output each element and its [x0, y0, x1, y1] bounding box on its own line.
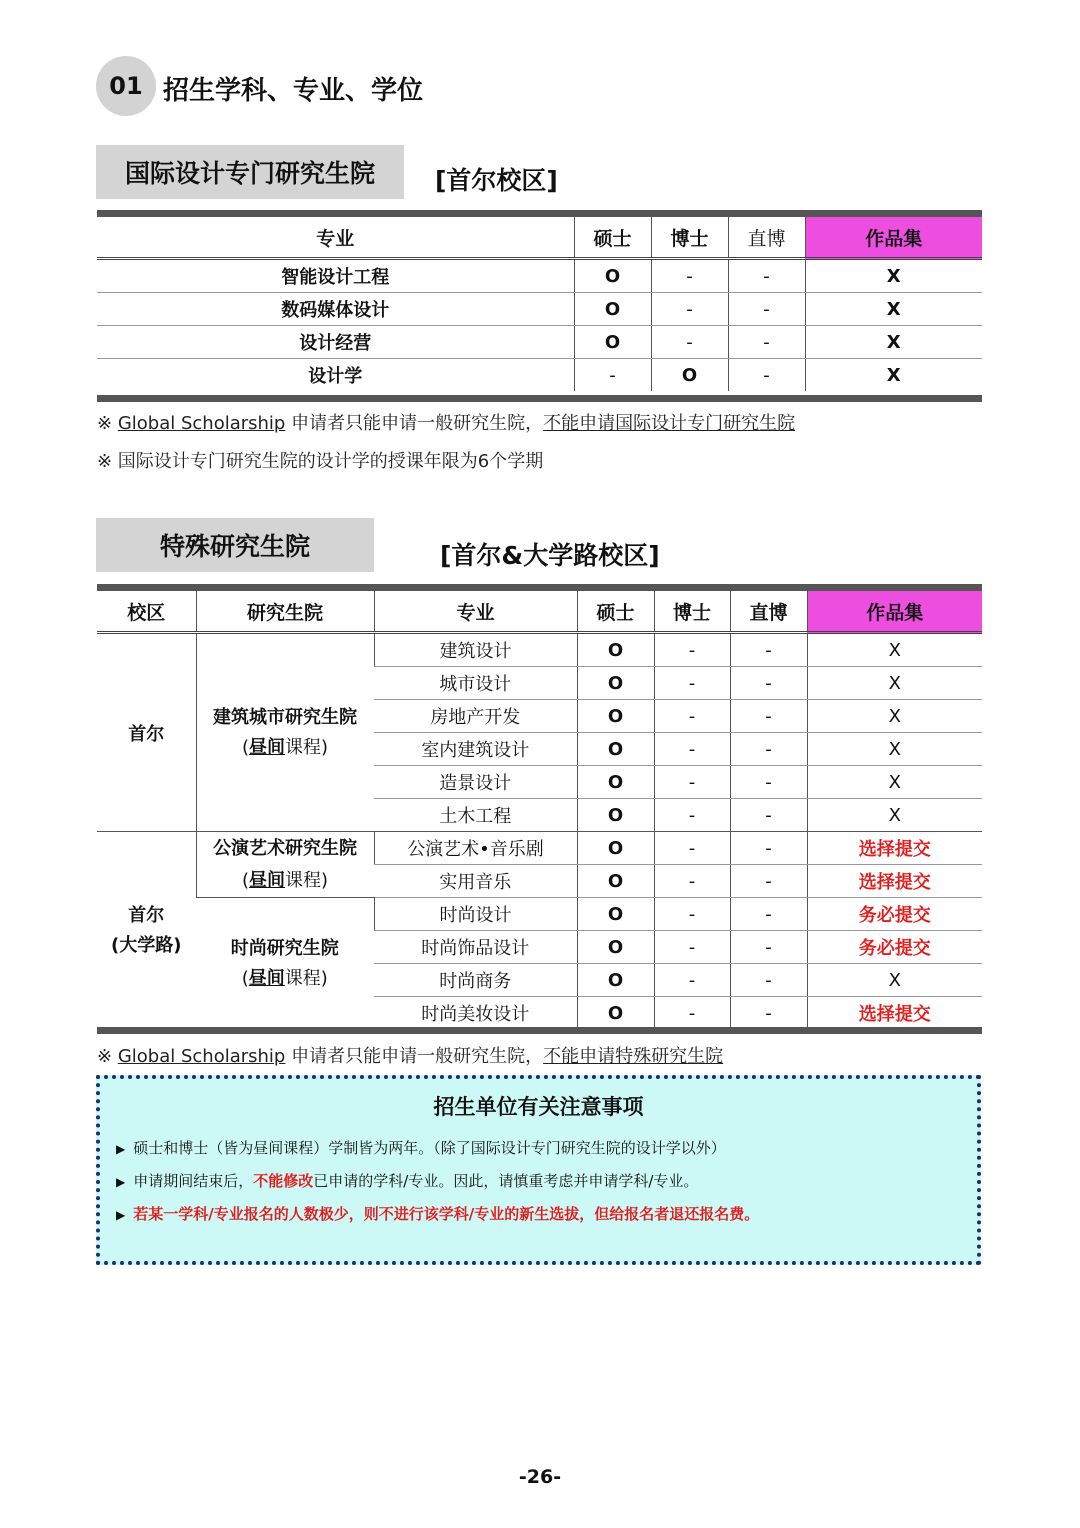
school-name: 公演艺术研究生院	[213, 837, 357, 859]
master-cell: O	[577, 733, 654, 766]
campus-cell: 首尔	[97, 633, 196, 832]
major-cell: 房地产开发	[374, 700, 577, 733]
table1-header-portfolio: 作品集	[805, 217, 982, 259]
table-row	[97, 326, 982, 359]
doctor-cell: -	[654, 700, 730, 733]
section-title: 招生学科、专业、学位	[163, 76, 424, 106]
table1-header-row	[97, 217, 982, 259]
integrated-cell: -	[730, 766, 807, 799]
grad2-name: 特殊研究生院	[159, 532, 310, 561]
campus-name: 首尔	[128, 904, 165, 926]
doctor-cell: O	[651, 359, 728, 392]
table1-note-2: ※ 国际设计专门研究生院的设计学的授课年限为6个学期	[97, 451, 544, 472]
school-cell	[196, 832, 374, 898]
table1-header: 硕士	[574, 217, 651, 259]
integrated-cell: -	[730, 865, 807, 898]
school-name: 时尚研究生院	[230, 937, 339, 959]
doctor-cell: -	[654, 733, 730, 766]
doctor-cell: -	[654, 633, 730, 667]
doctor-cell: -	[654, 799, 730, 832]
course-type: (昼间课程)	[241, 967, 328, 989]
portfolio-cell: 选择提交	[807, 997, 982, 1030]
table2-header-row	[97, 591, 982, 633]
note-text: 申请者只能申请一般研究生院，	[285, 1046, 544, 1067]
table2-note	[97, 1042, 723, 1068]
table-row	[97, 359, 982, 392]
notice-item-3: ▶ 若某一学科/专业报名的人数极少，则不进行该学科/专业的新生选拔，但给报名者退还报名费。	[116, 1205, 760, 1223]
table-row	[97, 259, 982, 293]
major-cell: 公演艺术•音乐剧	[374, 832, 577, 865]
table1-header: 专业	[97, 217, 574, 259]
table1-top-bar	[97, 210, 982, 217]
portfolio-cell: X	[807, 700, 982, 733]
note-restriction: 不能申请特殊研究生院	[543, 1046, 724, 1067]
master-cell: O	[577, 898, 654, 931]
integrated-cell: -	[730, 997, 807, 1030]
note-mark: ※	[97, 413, 113, 434]
notice-item-2: ▶ 申请期间结束后，不能修改已申请的学科/专业。因此，请慎重考虑并申请学科/专业。	[116, 1172, 699, 1190]
portfolio-cell: 务必提交	[807, 898, 982, 931]
table2-header: 校区	[97, 591, 196, 633]
note-scholarship: Global Scholarship	[117, 1046, 286, 1067]
table-row	[97, 832, 982, 865]
doctor-cell: -	[651, 259, 728, 293]
master-cell: O	[574, 326, 651, 359]
table2	[97, 591, 982, 1029]
course-type: (昼间课程)	[241, 869, 329, 891]
table2-header: 直博	[730, 591, 807, 633]
portfolio-cell: X	[805, 326, 982, 359]
major-cell: 土木工程	[374, 799, 577, 832]
grad1-name: 国际设计专门研究生院	[124, 159, 375, 188]
portfolio-cell: X	[805, 293, 982, 326]
triangle-bullet-icon: ▶	[116, 1208, 126, 1222]
triangle-bullet-icon: ▶	[116, 1175, 126, 1189]
table1-bottom-bar	[97, 395, 982, 402]
master-cell: O	[577, 633, 654, 667]
triangle-bullet-icon: ▶	[116, 1142, 126, 1156]
portfolio-cell: X	[805, 259, 982, 293]
table1-header: 直博	[728, 217, 805, 259]
master-cell: O	[577, 667, 654, 700]
major-cell: 时尚设计	[374, 898, 577, 931]
master-cell: -	[574, 359, 651, 392]
portfolio-cell: X	[807, 799, 982, 832]
integrated-cell: -	[730, 733, 807, 766]
grad2-name-box	[96, 518, 374, 572]
integrated-cell: -	[730, 832, 807, 865]
integrated-cell: -	[728, 259, 805, 293]
master-cell: O	[577, 964, 654, 997]
master-cell: O	[577, 931, 654, 964]
doctor-cell: -	[654, 964, 730, 997]
master-cell: O	[574, 293, 651, 326]
integrated-cell: -	[728, 326, 805, 359]
section-number-badge	[96, 56, 156, 116]
note-mark: ※	[97, 1046, 113, 1067]
table2-header: 专业	[374, 591, 577, 633]
doctor-cell: -	[651, 293, 728, 326]
master-cell: O	[577, 766, 654, 799]
table-row	[97, 293, 982, 326]
major-cell: 设计经营	[97, 326, 574, 359]
integrated-cell: -	[730, 898, 807, 931]
table2-header: 硕士	[577, 591, 654, 633]
note-restriction: 不能申请国际设计专门研究生院	[543, 413, 796, 434]
doctor-cell: -	[654, 997, 730, 1030]
integrated-cell: -	[730, 667, 807, 700]
major-cell: 室内建筑设计	[374, 733, 577, 766]
table-row	[97, 633, 982, 667]
grad1-campus: [首尔校区]	[435, 166, 558, 195]
table1-header: 博士	[651, 217, 728, 259]
table2-bottom-bar	[97, 1027, 982, 1034]
major-cell: 实用音乐	[374, 865, 577, 898]
table2-header-portfolio: 作品集	[807, 591, 982, 633]
major-cell: 造景设计	[374, 766, 577, 799]
portfolio-cell: X	[805, 359, 982, 392]
table1-note-1	[97, 409, 795, 435]
note-text: 申请者只能申请一般研究生院，	[285, 413, 544, 434]
major-cell: 智能设计工程	[97, 259, 574, 293]
grad1-name-box	[96, 145, 404, 199]
master-cell: O	[577, 799, 654, 832]
integrated-cell: -	[728, 293, 805, 326]
master-cell: O	[577, 832, 654, 865]
course-type: (昼间课程)	[241, 736, 329, 758]
school-cell	[196, 633, 374, 832]
portfolio-cell: 选择提交	[807, 832, 982, 865]
doctor-cell: -	[654, 667, 730, 700]
table2-top-bar	[97, 584, 982, 591]
campus-cell	[97, 832, 196, 1030]
integrated-cell: -	[730, 964, 807, 997]
doctor-cell: -	[651, 326, 728, 359]
notice-box	[96, 1075, 981, 1265]
grad2-campus: [首尔&大学路校区]	[440, 541, 660, 570]
note-scholarship: Global Scholarship	[117, 413, 286, 434]
doctor-cell: -	[654, 832, 730, 865]
notice-item-1: ▶ 硕士和博士（皆为昼间课程）学制皆为两年。（除了国际设计专门研究生院的设计学以外）	[116, 1139, 726, 1157]
table1	[97, 217, 982, 391]
master-cell: O	[574, 259, 651, 293]
major-cell: 时尚美妆设计	[421, 1004, 530, 1025]
school-cell	[196, 898, 374, 1030]
portfolio-cell: X	[807, 766, 982, 799]
master-cell: O	[577, 865, 654, 898]
integrated-cell: -	[730, 700, 807, 733]
doctor-cell: -	[654, 898, 730, 931]
master-cell: O	[577, 997, 654, 1030]
master-cell: O	[577, 700, 654, 733]
portfolio-cell: X	[807, 733, 982, 766]
school-name: 建筑城市研究生院	[213, 706, 357, 728]
table2-header: 研究生院	[196, 591, 374, 633]
major-cell: 建筑设计	[374, 633, 577, 667]
portfolio-cell: 选择提交	[807, 865, 982, 898]
major-cell: 时尚商务	[374, 964, 577, 997]
portfolio-cell: X	[807, 633, 982, 667]
major-cell: 设计学	[308, 366, 363, 387]
page-number: -26-	[518, 1466, 562, 1488]
doctor-cell: -	[654, 865, 730, 898]
portfolio-cell: 务必提交	[807, 931, 982, 964]
major-cell: 数码媒体设计	[97, 293, 574, 326]
table2-header: 博士	[654, 591, 730, 633]
major-cell: 城市设计	[374, 667, 577, 700]
portfolio-cell: X	[807, 667, 982, 700]
integrated-cell: -	[728, 359, 805, 392]
portfolio-cell: X	[807, 964, 982, 997]
major-cell: 时尚饰品设计	[374, 931, 577, 964]
integrated-cell: -	[730, 633, 807, 667]
notice-title: 招生单位有关注意事项	[433, 1095, 644, 1119]
campus-subname: (大学路)	[111, 934, 182, 956]
doctor-cell: -	[654, 766, 730, 799]
doctor-cell: -	[654, 931, 730, 964]
integrated-cell: -	[730, 931, 807, 964]
section-number: 01	[109, 72, 143, 100]
table-row	[97, 898, 982, 931]
integrated-cell: -	[730, 799, 807, 832]
